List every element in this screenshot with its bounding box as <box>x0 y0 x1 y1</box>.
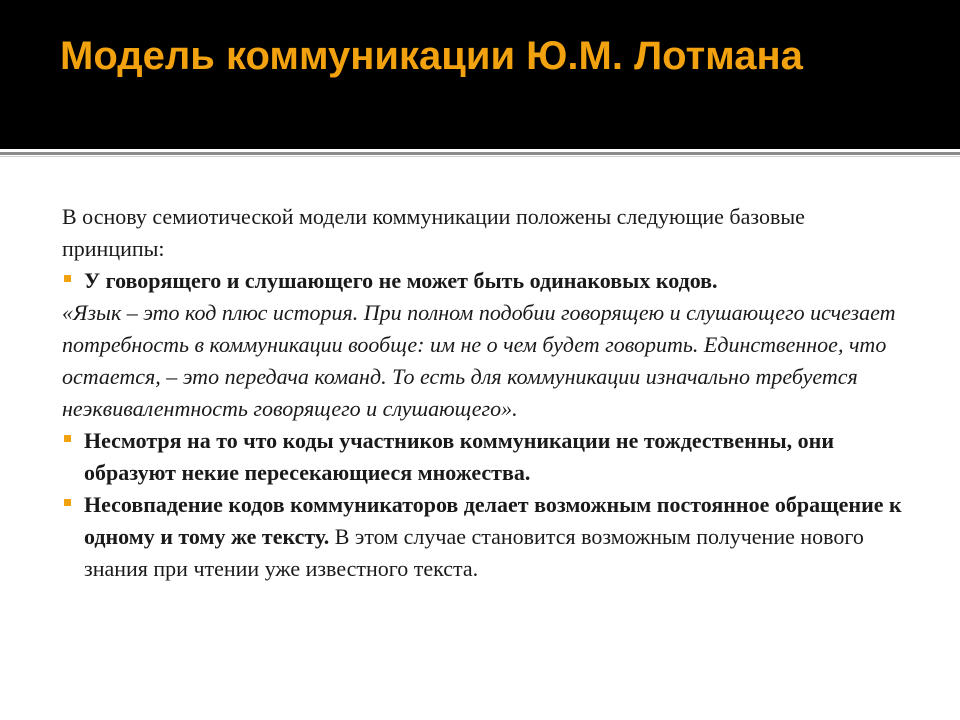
bullet-1-bold-text: У говорящего и слушающего не может быть одинаковых кодов. <box>84 268 718 293</box>
bullet-item-1 <box>62 265 912 297</box>
bullet-2-bold-text: Несмотря на то что коды участников коммуникации не тождественны, они образуют некие пересекающиеся множества. <box>84 428 835 485</box>
slide-content <box>62 201 912 585</box>
title-bar <box>0 0 960 149</box>
bullet-item-2 <box>62 425 912 489</box>
slide-title: Модель коммуникации Ю.М. Лотмана <box>60 34 803 78</box>
square-bullet-icon <box>64 435 71 442</box>
square-bullet-icon <box>64 275 71 282</box>
bullet-item-3 <box>62 489 912 585</box>
title-divider-thin <box>0 156 960 157</box>
square-bullet-icon <box>64 499 71 506</box>
title-divider <box>0 152 960 155</box>
intro-paragraph: В основу семиотической модели коммуникации положены следующие базовые принципы: <box>62 204 805 261</box>
bullet-3-bold-text: Несовпадение кодов коммуникаторов делает возможным постоянное обращение к одному и тому же тексту. <box>84 492 902 549</box>
bullet-3-regular-text: В этом случае становится возможным получение нового знания при чтении уже известного текста. <box>84 524 864 581</box>
lotman-quote: «Язык – это код плюс история. При полном подобии говорящею и слушающего исчезает потребность в коммуникации вообще: им не о чем будет говорить. Единственное, что остается, – это передача команд. То есть для коммуникации изначально требуется неэквивалентность говорящего и слушающего». <box>62 300 896 421</box>
